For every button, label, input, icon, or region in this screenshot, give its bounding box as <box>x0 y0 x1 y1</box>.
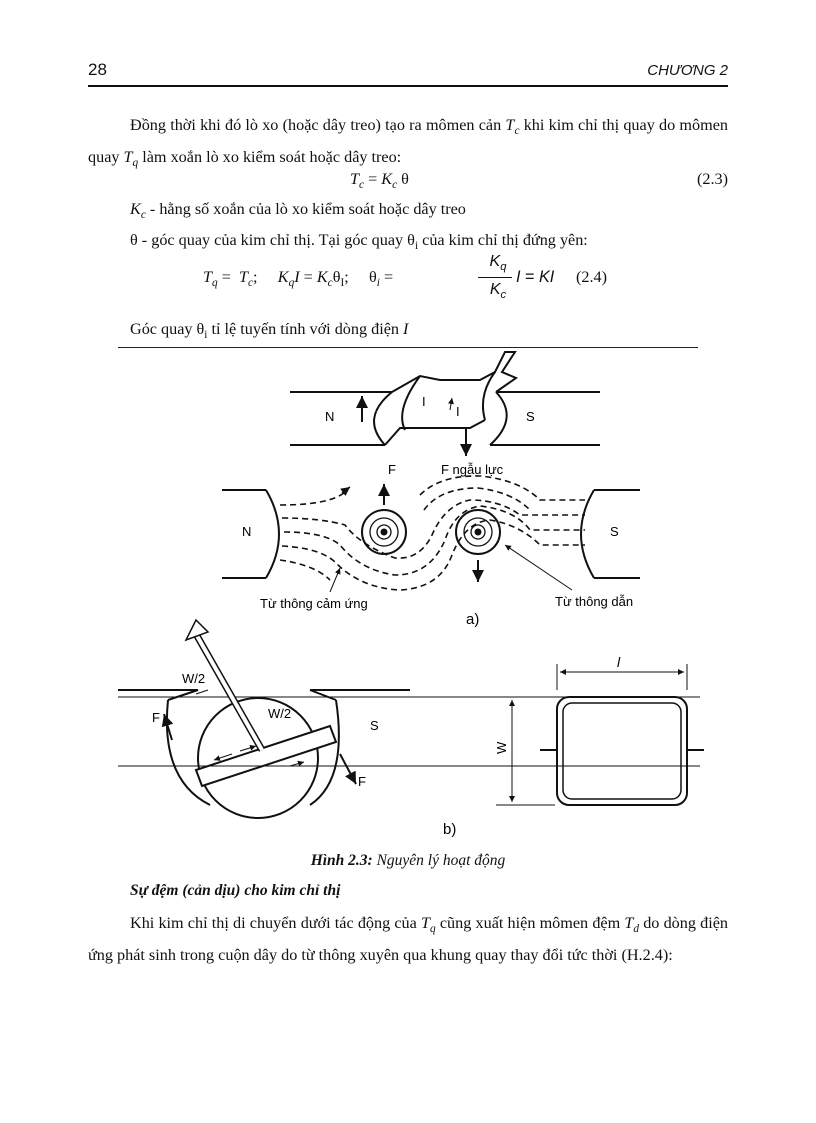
rotor-diagram <box>118 690 410 818</box>
label-conducted-flux: Từ thông dẫn <box>555 594 634 609</box>
magnet-flux-diagram <box>222 490 640 578</box>
equation-2-4: $T_q = T_c$; $K_qI = K_c\theta_I$; $\theta_i$ = <box>203 268 394 290</box>
section-title: Sự đệm (cản dịu) cho kim chỉ thị <box>130 882 341 899</box>
label-f-right: F <box>358 774 366 789</box>
equation-number-2-4: (2.4) <box>576 268 608 286</box>
label-n-top: N <box>325 409 335 424</box>
label-s-mid: S <box>610 524 619 539</box>
theta-definition: θ - góc quay của kim chỉ thị. Tại góc quay $\theta_i$ của kim chỉ thị đứng yên: <box>130 231 588 253</box>
label-w2-mid: W/2 <box>268 706 292 721</box>
kc-definition: $K_c$ - hằng số xoắn của lò xo kiểm soát hoặc dây treo <box>130 200 466 222</box>
label-w2-top: W/2 <box>182 671 206 686</box>
page-number: 28 <box>88 60 107 79</box>
pointer-induced-flux <box>330 568 340 592</box>
label-l: l <box>617 654 621 670</box>
fraction-denominator: $K_c$ <box>489 281 507 302</box>
magnet-top-diagram <box>290 352 600 445</box>
label-i-left: I <box>422 394 426 409</box>
label-n-mid: N <box>242 524 252 539</box>
pointer-conducted-flux <box>505 545 572 590</box>
flux-lines <box>280 476 585 590</box>
label-induced-flux: Từ thông cảm ứng <box>260 596 368 611</box>
equation-number-2-3: (2.3) <box>696 170 728 188</box>
paragraph-damping: Khi kim chỉ thị di chuyển dưới tác động của $T_q$ cũng xuất hiện mômen đệm $T_d$ do dòng điện ứng phát sinh trong cuộn dây do từ thông xuyên qua khung quay thay đổi tức thời (H.2.4): <box>88 914 728 965</box>
label-i-right: I <box>456 404 460 419</box>
fraction-numerator: $K_q$ <box>489 253 507 274</box>
paragraph-torque: Đồng thời khi đó lò xo (hoặc dây treo) tạo ra mômen cản $T_c$ khi kim chỉ thị quay do mômen quay $T_q$ làm xoắn lò xo kiểm soát hoặc dây treo: <box>88 116 728 170</box>
label-w: W <box>494 741 509 754</box>
linear-statement: Góc quay $\theta_i$ tỉ lệ tuyến tính với dòng điện I <box>130 320 409 342</box>
label-f-left: F <box>152 710 160 725</box>
chapter-title: CHƯƠNG 2 <box>647 62 728 79</box>
label-couple: F ngẫu lực <box>441 462 504 477</box>
rect-coil <box>540 697 704 805</box>
equation-2-4-rhs: I = KI <box>516 268 555 286</box>
label-a: a) <box>466 611 480 628</box>
equation-2-3: $T_c = K_c$ θ <box>350 170 409 192</box>
force-arrow-f-right <box>340 754 356 784</box>
label-b: b) <box>443 821 457 838</box>
label-f-mid: F <box>388 462 396 477</box>
label-s-top: S <box>526 409 535 424</box>
figure-caption: Hình 2.3: Nguyên lý hoạt động <box>310 852 506 869</box>
label-s-bottom: S <box>370 718 379 733</box>
